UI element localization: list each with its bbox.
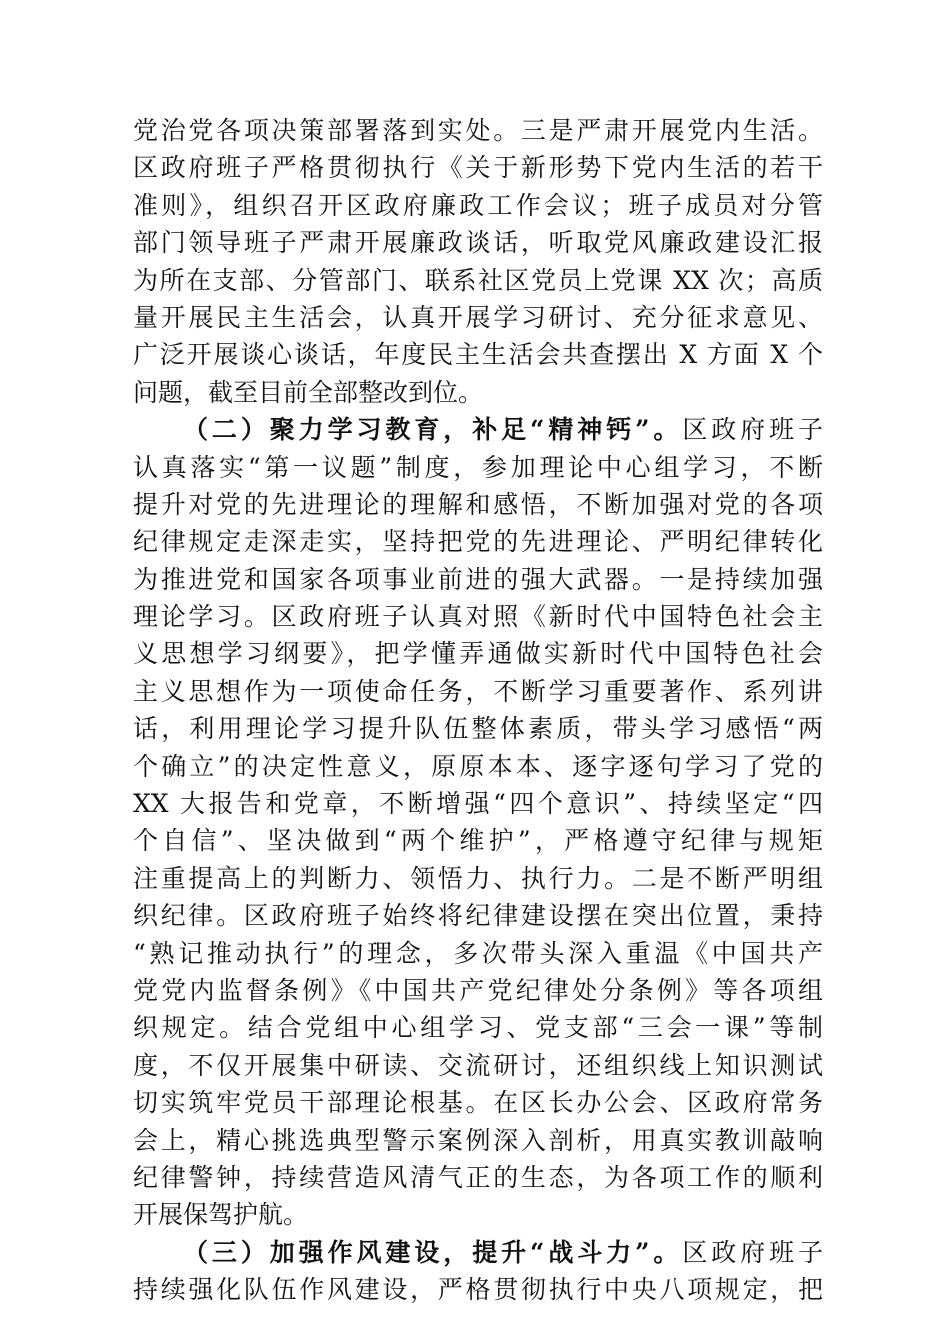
paragraph-1 [133, 112, 823, 411]
text-line: 织纪律。区政府班子始终将纪律建设摆在突出位置，秉持 [133, 901, 823, 931]
text-line: 广泛开展谈心谈话，年度民主生活会共查摆出 X 方面 X 个 [133, 340, 823, 370]
text-line: 话，利用理论学习提升队伍整体素质，带头学习感悟“两 [133, 714, 823, 744]
text-line: 个自信”、坚决做到“两个维护”，严格遵守纪律与规矩 [133, 826, 823, 856]
text-line: 切实筑牢党员干部理论根基。在区长办公会、区政府常务 [133, 1088, 823, 1118]
text-line: 度，不仅开展集中研读、交流研讨，还组织线上知识测试 [133, 1050, 823, 1080]
text-line: 党党内监督条例》《中国共产党纪律处分条例》等各项组 [133, 975, 823, 1005]
text-line: 义思想学习纲要》，把学懂弄通做实新时代中国特色社会 [133, 639, 823, 669]
text-line: 织规定。结合党组中心组学习、党支部“三会一课”等制 [133, 1013, 823, 1043]
text-line: 认真落实“第一议题”制度，参加理论中心组学习，不断 [133, 452, 823, 482]
heading-continuation: 区政府班子 [682, 1237, 823, 1267]
paragraph-first-line [133, 1234, 823, 1271]
document-body [133, 112, 823, 1309]
text-line: 为所在支部、分管部门、联系社区党员上党课 XX 次；高质 [133, 265, 823, 295]
text-line: 理论学习。区政府班子认真对照《新时代中国特色社会主 [133, 602, 823, 632]
paragraph-2 [133, 411, 823, 1234]
text-line: 党治党各项决策部署落到实处。三是严肃开展党内生活。 [133, 116, 823, 145]
text-line: 为推进党和国家各项事业前进的强大武器。一是持续加强 [133, 564, 823, 594]
paragraph-3 [133, 1234, 823, 1309]
section-heading: （三）加强作风建设，提升“战斗力”。 [183, 1237, 683, 1267]
text-line: 开展保驾护航。 [133, 1200, 309, 1230]
text-line: “熟记推动执行”的理念，多次带头深入重温《中国共产 [133, 938, 823, 968]
text-line: 提升对党的先进理论的理解和感悟，不断加强对党的各项 [133, 489, 823, 519]
text-line: XX 大报告和党章，不断增强“四个意识”、持续坚定“四 [133, 789, 823, 819]
text-line: 个确立”的决定性意义，原原本本、逐字逐句学习了党的 [133, 751, 823, 781]
text-line: 持续强化队伍作风建设，严格贯彻执行中央八项规定，把 [133, 1275, 823, 1305]
text-line: 准则》，组织召开区政府廉政工作会议；班子成员对分管 [133, 190, 823, 220]
text-line: 会上，精心挑选典型警示案例深入剖析，用真实教训敲响 [133, 1125, 823, 1155]
text-line: 区政府班子严格贯彻执行《关于新形势下党内生活的若干 [133, 153, 823, 183]
text-line: 主义思想作为一项使命任务，不断学习重要著作、系列讲 [133, 676, 823, 706]
text-line: 问题，截至目前全部整改到位。 [133, 377, 484, 407]
section-heading: （二）聚力学习教育，补足“精神钙”。 [183, 415, 683, 445]
text-line: 部门领导班子严肃开展廉政谈话，听取党风廉政建设汇报 [133, 228, 823, 258]
heading-continuation: 区政府班子 [682, 415, 823, 445]
text-line: 纪律警钟，持续营造风清气正的生态，为各项工作的顺利 [133, 1162, 823, 1192]
text-line: 纪律规定走深走实，坚持把党的先进理论、严明纪律转化 [133, 527, 823, 557]
text-line: 注重提高上的判断力、领悟力、执行力。二是不断严明组 [133, 863, 823, 893]
paragraph-first-line [133, 411, 823, 448]
text-line: 量开展民主生活会，认真开展学习研讨、充分征求意见、 [133, 302, 823, 332]
